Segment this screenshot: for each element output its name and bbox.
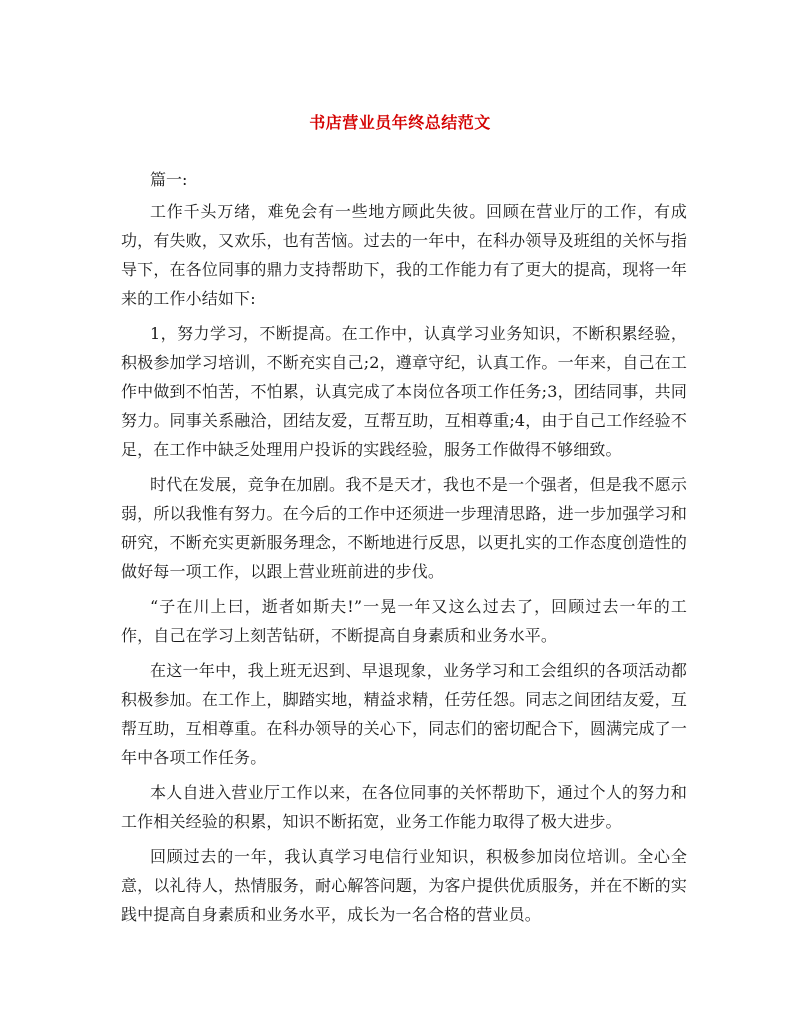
paragraph-4: “子在川上曰，逝者如斯夫!”一晃一年又这么过去了，回顾过去一年的工作，自己在学习上刻苦钻研，不断提高自身素质和业务水平。 [121, 597, 687, 645]
paragraph-7: 回顾过去的一年，我认真学习电信行业知识，积极参加岗位培训。全心全意，以礼待人，热情服务，耐心解答问题，为客户提供优质服务，并在不断的实践中提高自身素质和业务水平，成长为一名合格的营业员。 [121, 847, 687, 924]
paragraph-2: 1，努力学习，不断提高。在工作中，认真学习业务知识，不断积累经验，积极参加学习培训，不断充实自己;2，遵章守纪，认真工作。一年来，自己在工作中做到不怕苦，不怕累，认真完成了本岗位各项工作任务;3，团结同事，共同努力。同事关系融洽，团结友爱，互帮互助，互相尊重;4，由于自己工作经验不足，在工作中缺乏处理用户投诉的实践经验，服务工作做得不够细致。 [121, 324, 687, 459]
document-body [121, 168, 687, 935]
paragraph-1: 工作千头万绪，难免会有一些地方顾此失彼。回顾在营业厅的工作，有成功，有失败，又欢乐，也有苦恼。过去的一年中，在科办领导及班组的关怀与指导下，在各位同事的鼎力支持帮助下，我的工作能力有了更大的提高，现将一年来的工作小结如下: [121, 202, 687, 308]
paragraph-6: 本人自进入营业厅工作以来，在各位同事的关怀帮助下，通过个人的努力和工作相关经验的积累，知识不断拓宽，业务工作能力取得了极大进步。 [121, 783, 687, 831]
paragraph-5: 在这一年中，我上班无迟到、早退现象，业务学习和工会组织的各项活动都积极参加。在工作上，脚踏实地，精益求精，任劳任怨。同志之间团结友爱，互帮互助，互相尊重。在科办领导的关心下，同志们的密切配合下，圆满完成了一年中各项工作任务。 [121, 661, 687, 767]
paragraph-3: 时代在发展，竞争在加剧。我不是天才，我也不是一个强者，但是我不愿示弱，所以我惟有努力。在今后的工作中还须进一步理清思路，进一步加强学习和研究，不断充实更新服务理念，不断地进行反思，以更扎实的工作态度创造性的做好每一项工作，以跟上营业班前进的步伐。 [121, 475, 687, 581]
section-label: 篇一: [150, 170, 188, 189]
document-title: 书店营业员年终总结范文 [309, 113, 491, 132]
